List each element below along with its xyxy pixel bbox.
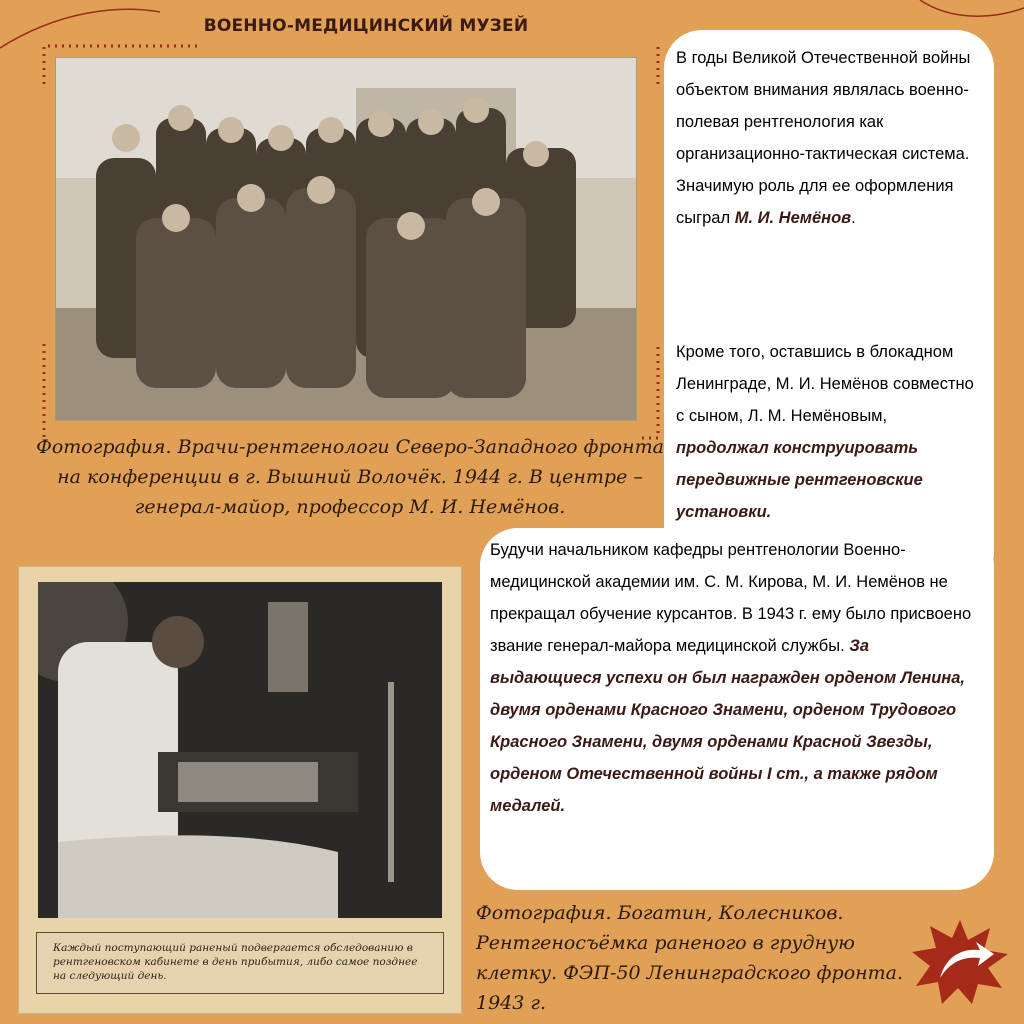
photo1-caption: Фотография. Врачи-рентгенологи Северо-Западного фронта на конференции в г. Вышний Волочёк. 1944 г. В центре – генерал-майор, профессор М. И. Немёнов. xyxy=(36,436,664,518)
p3-normal: Будучи начальником кафедры рентгенологии Военно-медицинской академии им. С. М. Кирова, М. И. Немёнов не прекращал обучение курсантов. В 1943 г. ему было присвоено звание генерал-майора медицинской службы. xyxy=(490,541,972,655)
paragraph-1 xyxy=(676,42,982,234)
paragraph-3 xyxy=(490,534,984,822)
doctors-group-photo xyxy=(56,58,636,420)
museum-title: ВОЕННО-МЕДИЦИНСКИЙ МУЗЕЙ xyxy=(203,16,529,36)
p1-end: . xyxy=(851,209,856,227)
photo2-caption: Фотография. Богатин, Колесников. Рентгеносъёмка раненого в грудную клетку. ФЭП-50 Ленинградского фронта. 1943 г. xyxy=(476,902,904,1014)
xray-photo xyxy=(38,582,442,918)
p2-bold: продолжал конструировать передвижные рентгеновские установки. xyxy=(676,439,923,521)
p1-bold: М. И. Немёнов xyxy=(734,209,852,227)
photo2-inset-caption: Каждый поступающий раненый подвергается обследованию в рентгеновском кабинете в день прибытия, либо самое позднее на следующий день. xyxy=(36,932,444,994)
arrow-star-icon[interactable] xyxy=(910,916,1010,1006)
p1-normal: В годы Великой Отечественной войны объектом внимания являлась военно-полевая рентгенология как организационно-тактическая система. Значимую роль для ее оформления сыграл xyxy=(676,49,971,227)
p3-bold: За выдающиеся успехи он был награжден орденом Ленина, двумя орденами Красного Знамени, орденом Трудового Красного Знамени, двумя орденами Красной Звезды, орденом Отечественной войны I ст., а также рядом медалей. xyxy=(490,637,966,815)
paragraph-2 xyxy=(676,336,982,528)
p2-normal: Кроме того, оставшись в блокадном Ленинграде, М. И. Немёнов совместно с сыном, Л. М. Немёновым, xyxy=(676,343,974,425)
